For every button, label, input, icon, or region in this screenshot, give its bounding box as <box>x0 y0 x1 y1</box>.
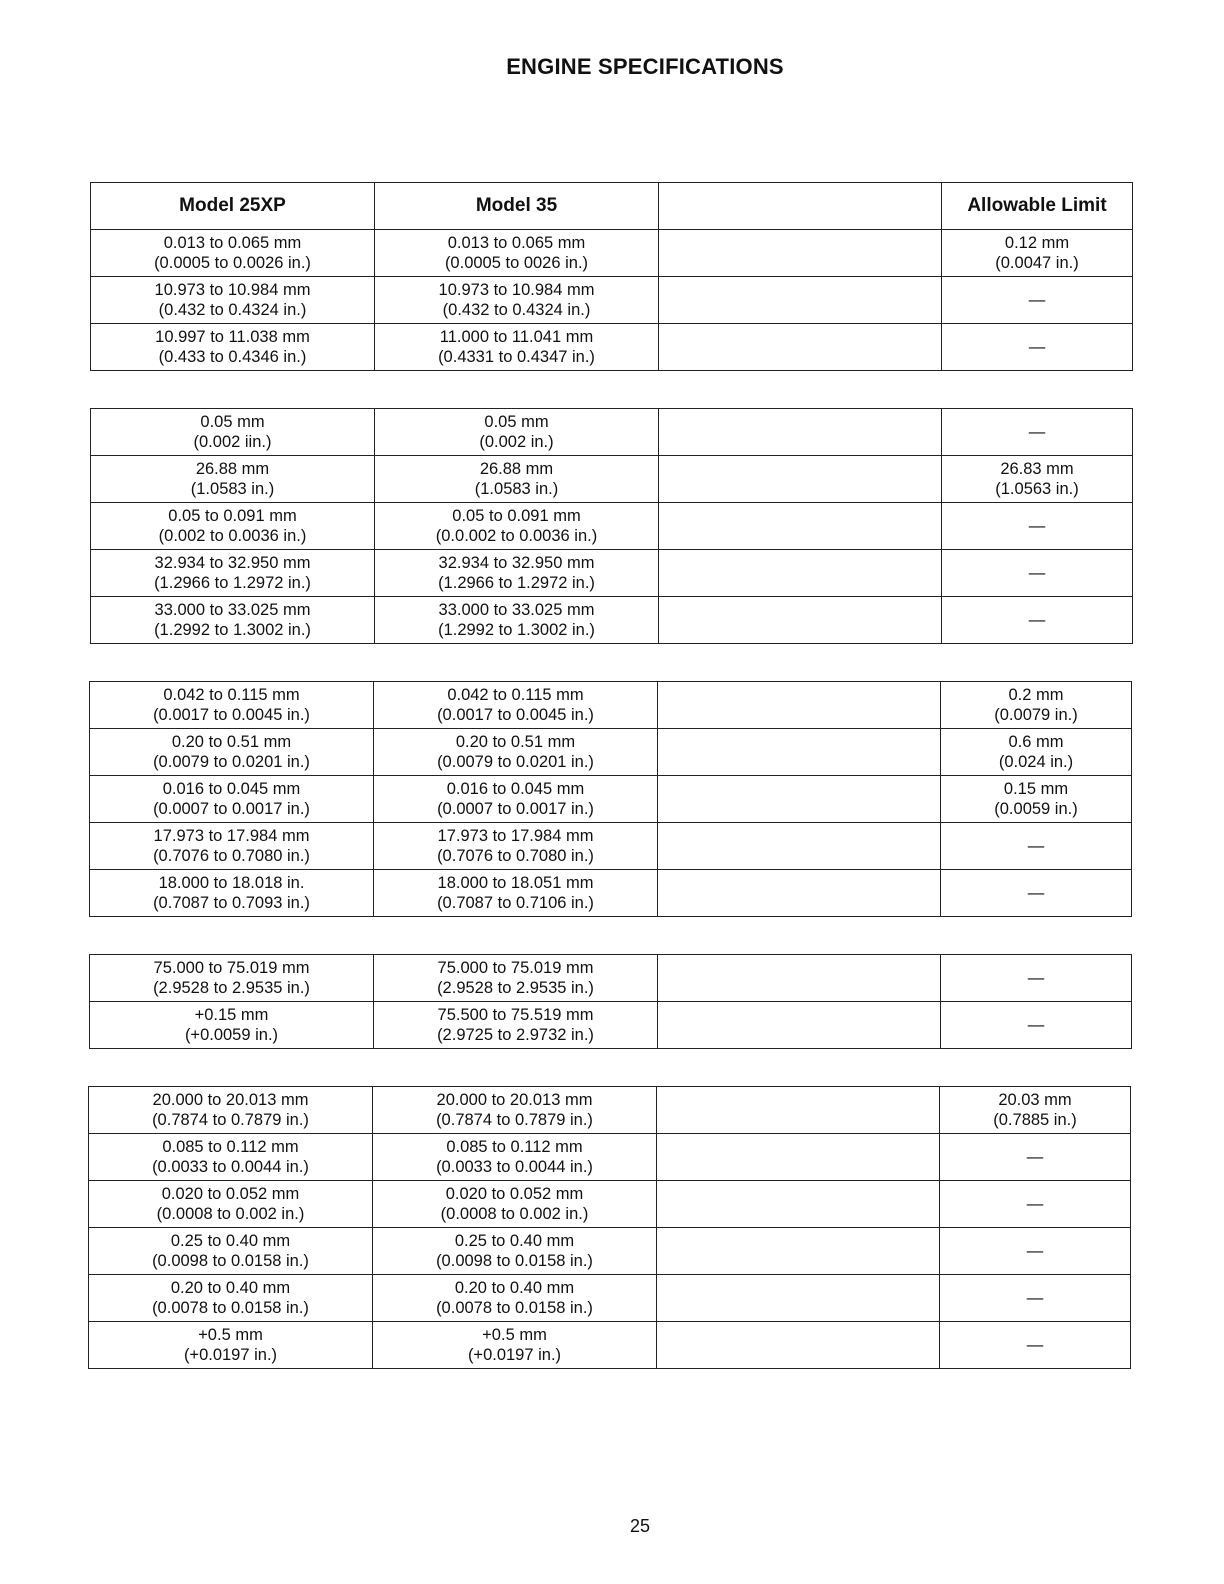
cell-line: (0.0098 to 0.0158 in.) <box>152 1252 309 1270</box>
cell-line: (0.002 iin.) <box>193 433 272 451</box>
cell-line: (2.9528 to 2.9535 in.) <box>437 979 594 997</box>
cell-line: 0.20 to 0.40 mm <box>170 1279 291 1297</box>
cell-line: (0.0005 to 0.0026 in.) <box>154 254 311 272</box>
cell-line: +0.15 mm <box>194 1006 269 1024</box>
allowable-limit-value <box>942 409 1133 456</box>
cell-line: (0.0008 to 0.002 in.) <box>440 1205 589 1223</box>
model-25xp-value <box>91 277 375 324</box>
allowable-limit-value <box>942 503 1133 550</box>
allowable-limit-value <box>940 1228 1131 1275</box>
description-cell <box>659 409 942 456</box>
cell-line: 32.934 to 32.950 mm <box>154 554 311 572</box>
description-cell <box>657 1228 940 1275</box>
description-cell <box>659 324 942 371</box>
cell-line: 0.020 to 0.052 mm <box>445 1185 584 1203</box>
cell-line: 0.12 mm <box>1004 234 1070 252</box>
cell-line: 20.03 mm <box>998 1091 1072 1109</box>
cell-line: 0.016 to 0.045 mm <box>446 780 585 798</box>
model-25xp-value <box>90 870 374 917</box>
cell-line: 26.83 mm <box>1000 460 1074 478</box>
description-cell <box>659 503 942 550</box>
cell-line: 17.973 to 17.984 mm <box>437 827 594 845</box>
model-35-value <box>375 456 659 503</box>
table-row <box>89 1134 1131 1181</box>
table-row <box>90 823 1132 870</box>
table-row <box>91 277 1133 324</box>
table-row <box>91 550 1133 597</box>
description-cell <box>657 1087 940 1134</box>
allowable-limit-value <box>942 550 1133 597</box>
cell-line: 0.020 to 0.052 mm <box>161 1185 300 1203</box>
cell-line: (0.002 in.) <box>479 433 554 451</box>
cell-line: (0.0005 to 0026 in.) <box>444 254 589 272</box>
cell-line: 10.973 to 10.984 mm <box>438 281 595 299</box>
description-cell <box>658 1002 941 1049</box>
allowable-limit-value <box>940 1275 1131 1322</box>
cell-line: (0.002 to 0.0036 in.) <box>158 527 307 545</box>
model-35-value <box>375 409 659 456</box>
cell-line: — <box>1027 1016 1045 1034</box>
cell-line: (0.0033 to 0.0044 in.) <box>152 1158 309 1176</box>
cell-line: (0.7874 to 0.7879 in.) <box>436 1111 593 1129</box>
description-cell <box>657 1181 940 1228</box>
model-25xp-value <box>90 955 374 1002</box>
model-35-value <box>373 1228 657 1275</box>
cell-line: (0.024 in.) <box>998 753 1074 771</box>
table-row <box>90 955 1132 1002</box>
page-title: ENGINE SPECIFICATIONS <box>506 54 784 79</box>
description-cell <box>658 729 941 776</box>
cell-line: — <box>1028 338 1046 356</box>
cell-line: 0.20 to 0.51 mm <box>171 733 292 751</box>
table-row <box>91 456 1133 503</box>
cell-line: 32.934 to 32.950 mm <box>438 554 595 572</box>
table-row <box>90 682 1132 729</box>
cell-line: — <box>1026 1336 1044 1354</box>
model-35-value <box>374 776 658 823</box>
column-header-description <box>659 183 942 230</box>
model-35-value <box>374 870 658 917</box>
cell-line: (+0.0197 in.) <box>183 1346 278 1364</box>
cell-line: 75.000 to 75.019 mm <box>437 959 594 977</box>
cell-line: (2.9528 to 2.9535 in.) <box>153 979 310 997</box>
cell-line: (0.7087 to 0.7093 in.) <box>153 894 310 912</box>
table-row <box>89 1181 1131 1228</box>
cell-line: +0.5 mm <box>198 1326 263 1344</box>
cell-line: — <box>1026 1195 1044 1213</box>
cell-line: (1.0563 in.) <box>995 480 1079 498</box>
allowable-limit-value <box>942 456 1133 503</box>
model-25xp-value <box>91 456 375 503</box>
description-cell <box>657 1134 940 1181</box>
cell-line: 75.000 to 75.019 mm <box>153 959 310 977</box>
column-header-model-25xp: Model 25XP <box>91 183 375 230</box>
cell-line: 0.25 to 0.40 mm <box>454 1232 575 1250</box>
cell-line: 11.000 to 11.041 mm <box>439 328 594 346</box>
allowable-limit-value <box>942 324 1133 371</box>
model-35-value <box>375 597 659 644</box>
cell-line: — <box>1028 423 1046 441</box>
table-row <box>89 1228 1131 1275</box>
table-row <box>89 1322 1131 1369</box>
allowable-limit-value <box>940 1087 1131 1134</box>
cell-line: (0.0007 to 0.0017 in.) <box>153 800 310 818</box>
description-cell <box>658 870 941 917</box>
description-cell <box>659 597 942 644</box>
model-35-value <box>374 823 658 870</box>
cell-line: — <box>1026 1148 1044 1166</box>
table-row <box>90 870 1132 917</box>
description-cell <box>658 682 941 729</box>
cell-line: (0.0047 in.) <box>995 254 1079 272</box>
cell-line: 75.500 to 75.519 mm <box>437 1006 594 1024</box>
cell-line: 10.973 to 10.984 mm <box>154 281 311 299</box>
cell-line: — <box>1026 1242 1044 1260</box>
cell-line: (0.0033 to 0.0044 in.) <box>436 1158 593 1176</box>
model-35-value <box>374 1002 658 1049</box>
model-35-value <box>373 1322 657 1369</box>
model-25xp-value <box>91 230 375 277</box>
cell-line: (0.0078 to 0.0158 in.) <box>436 1299 593 1317</box>
model-35-value <box>373 1134 657 1181</box>
spec-table-3 <box>89 681 1132 917</box>
cell-line: (0.0098 to 0.0158 in.) <box>436 1252 593 1270</box>
cell-line: (1.2966 to 1.2972 in.) <box>154 574 311 592</box>
model-25xp-value <box>91 550 375 597</box>
table-row <box>90 1002 1132 1049</box>
column-header-allowable-limit: Allowable Limit <box>942 183 1133 230</box>
cell-line: 0.2 mm <box>1008 686 1064 704</box>
cell-line: (0.0007 to 0.0017 in.) <box>437 800 594 818</box>
cell-line: (0.0017 to 0.0045 in.) <box>437 706 594 724</box>
cell-line: 0.016 to 0.045 mm <box>162 780 301 798</box>
cell-line: 0.042 to 0.115 mm <box>163 686 300 704</box>
allowable-limit-value <box>942 277 1133 324</box>
cell-line: 26.88 mm <box>195 460 270 478</box>
cell-line: — <box>1028 291 1046 309</box>
cell-line: — <box>1027 837 1045 855</box>
cell-line: (0.7076 to 0.7080 in.) <box>437 847 594 865</box>
spec-table-1 <box>90 182 1133 371</box>
description-cell <box>657 1322 940 1369</box>
model-25xp-value <box>90 776 374 823</box>
allowable-limit-value <box>941 1002 1132 1049</box>
spec-table-2 <box>90 408 1133 644</box>
description-cell <box>658 955 941 1002</box>
cell-line: (1.0583 in.) <box>190 480 275 498</box>
model-25xp-value <box>91 597 375 644</box>
cell-line: — <box>1028 611 1046 629</box>
model-25xp-value <box>90 682 374 729</box>
model-35-value <box>373 1087 657 1134</box>
description-cell <box>659 230 942 277</box>
cell-line: 0.013 to 0.065 mm <box>163 234 302 252</box>
cell-line: 0.05 mm <box>484 413 549 431</box>
cell-line: (0.432 to 0.4324 in.) <box>442 301 591 319</box>
model-25xp-value <box>90 1002 374 1049</box>
cell-line: 18.000 to 18.051 mm <box>437 874 594 892</box>
cell-line: 0.05 to 0.091 mm <box>168 507 297 525</box>
cell-line: (0.7076 to 0.7080 in.) <box>153 847 310 865</box>
allowable-limit-value <box>941 870 1132 917</box>
model-35-value <box>373 1275 657 1322</box>
allowable-limit-value <box>942 230 1133 277</box>
cell-line: (1.2992 to 1.3002 in.) <box>438 621 595 639</box>
cell-line: (0.0017 to 0.0045 in.) <box>153 706 310 724</box>
table-row <box>91 409 1133 456</box>
cell-line: (0.0078 to 0.0158 in.) <box>152 1299 309 1317</box>
model-35-value <box>375 277 659 324</box>
cell-line: +0.5 mm <box>482 1326 547 1344</box>
cell-line: 26.88 mm <box>479 460 554 478</box>
cell-line: (0.433 to 0.4346 in.) <box>158 348 307 366</box>
cell-line: (+0.0059 in.) <box>184 1026 279 1044</box>
model-25xp-value <box>89 1087 373 1134</box>
cell-line: 0.6 mm <box>1008 733 1064 751</box>
cell-line: — <box>1026 1289 1044 1307</box>
allowable-limit-value <box>942 597 1133 644</box>
model-25xp-value <box>91 503 375 550</box>
cell-line: 0.042 to 0.115 mm <box>447 686 584 704</box>
page-number: 25 <box>629 1516 651 1536</box>
cell-line: (+0.0197 in.) <box>467 1346 562 1364</box>
model-35-value <box>374 955 658 1002</box>
description-cell <box>659 277 942 324</box>
spec-table-4 <box>89 954 1132 1049</box>
cell-line: 0.085 to 0.112 mm <box>162 1138 299 1156</box>
table-row <box>90 776 1132 823</box>
cell-line: 33.000 to 33.025 mm <box>154 601 311 619</box>
table-row <box>91 503 1133 550</box>
cell-line: — <box>1027 969 1045 987</box>
cell-line: 20.000 to 20.013 mm <box>152 1091 309 1109</box>
allowable-limit-value <box>941 776 1132 823</box>
cell-line: 0.05 to 0.091 mm <box>452 507 581 525</box>
cell-line: (1.2966 to 1.2972 in.) <box>438 574 595 592</box>
cell-line: 20.000 to 20.013 mm <box>436 1091 593 1109</box>
table-row <box>89 1087 1131 1134</box>
cell-line: (0.7874 to 0.7879 in.) <box>152 1111 309 1129</box>
cell-line: (1.0583 in.) <box>474 480 559 498</box>
table-row <box>91 597 1133 644</box>
cell-line: (0.0079 to 0.0201 in.) <box>437 753 594 771</box>
allowable-limit-value <box>941 682 1132 729</box>
header-row <box>91 183 1133 230</box>
cell-line: (2.9725 to 2.9732 in.) <box>437 1026 594 1044</box>
allowable-limit-value <box>941 823 1132 870</box>
cell-line: (0.0079 in.) <box>994 706 1078 724</box>
cell-line: (0.432 to 0.4324 in.) <box>158 301 307 319</box>
description-cell <box>659 456 942 503</box>
column-header-model-35: Model 35 <box>375 183 659 230</box>
allowable-limit-value <box>941 729 1132 776</box>
description-cell <box>657 1275 940 1322</box>
model-25xp-value <box>89 1322 373 1369</box>
model-35-value <box>374 729 658 776</box>
cell-line: 18.000 to 18.018 in. <box>158 874 305 892</box>
cell-line: 0.20 to 0.40 mm <box>454 1279 575 1297</box>
description-cell <box>658 776 941 823</box>
model-25xp-value <box>89 1228 373 1275</box>
cell-line: (0.7087 to 0.7106 in.) <box>437 894 594 912</box>
cell-line: — <box>1028 517 1046 535</box>
model-35-value <box>375 324 659 371</box>
model-35-value <box>375 550 659 597</box>
model-25xp-value <box>89 1181 373 1228</box>
model-35-value <box>375 503 659 550</box>
description-cell <box>659 550 942 597</box>
model-25xp-value <box>91 324 375 371</box>
cell-line: (0.0059 in.) <box>994 800 1078 818</box>
model-35-value <box>374 682 658 729</box>
table-row <box>91 230 1133 277</box>
cell-line: — <box>1028 564 1046 582</box>
model-25xp-value <box>90 823 374 870</box>
model-25xp-value <box>91 409 375 456</box>
cell-line: (0.7885 in.) <box>993 1111 1077 1129</box>
model-25xp-value <box>89 1275 373 1322</box>
model-25xp-value <box>90 729 374 776</box>
cell-line: — <box>1027 884 1045 902</box>
allowable-limit-value <box>940 1322 1131 1369</box>
cell-line: 0.013 to 0.065 mm <box>447 234 586 252</box>
model-35-value <box>375 230 659 277</box>
cell-line: (0.4331 to 0.4347 in.) <box>438 348 595 366</box>
allowable-limit-value <box>941 955 1132 1002</box>
cell-line: 0.25 to 0.40 mm <box>170 1232 291 1250</box>
cell-line: 0.05 mm <box>200 413 265 431</box>
table-row <box>91 324 1133 371</box>
cell-line: 10.997 to 11.038 mm <box>155 328 310 346</box>
cell-line: (1.2992 to 1.3002 in.) <box>154 621 311 639</box>
cell-line: 0.20 to 0.51 mm <box>455 733 576 751</box>
cell-line: 33.000 to 33.025 mm <box>438 601 595 619</box>
cell-line: (0.0079 to 0.0201 in.) <box>153 753 310 771</box>
cell-line: 17.973 to 17.984 mm <box>153 827 310 845</box>
cell-line: 0.15 mm <box>1003 780 1069 798</box>
description-cell <box>658 823 941 870</box>
model-25xp-value <box>89 1134 373 1181</box>
model-35-value <box>373 1181 657 1228</box>
table-row <box>89 1275 1131 1322</box>
cell-line: 0.085 to 0.112 mm <box>446 1138 583 1156</box>
table-row <box>90 729 1132 776</box>
spec-table-5 <box>88 1086 1131 1369</box>
cell-line: (0.0008 to 0.002 in.) <box>156 1205 305 1223</box>
cell-line: (0.0.002 to 0.0036 in.) <box>435 527 598 545</box>
allowable-limit-value <box>940 1181 1131 1228</box>
allowable-limit-value <box>940 1134 1131 1181</box>
